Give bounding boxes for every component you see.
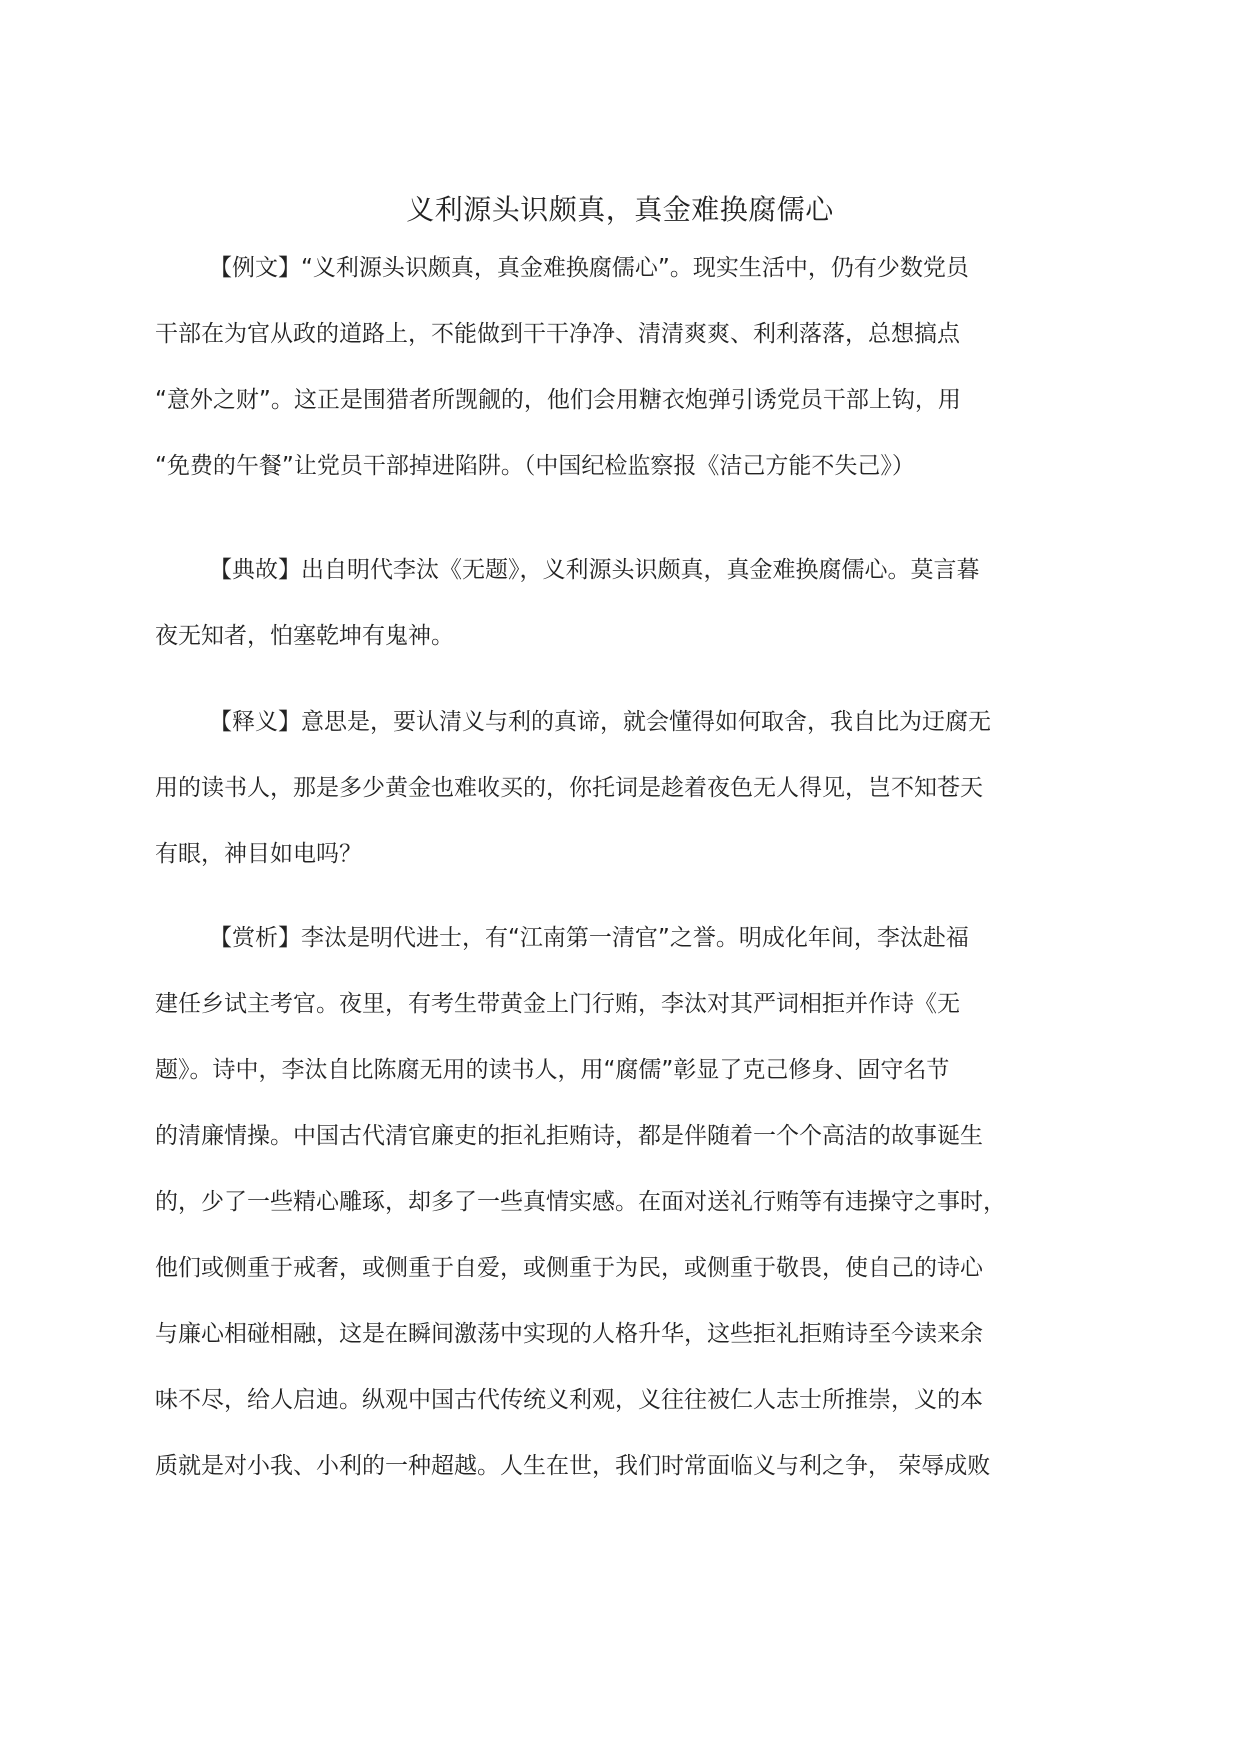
paragraph-line: 【赏析】李汰是明代进士，有“江南第一清官”之誉。明成化年间，李汰赴福 (209, 925, 969, 951)
paragraph-line: 【释义】意思是，要认清义与利的真谛，就会懂得如何取舍，我自比为迂腐无 (209, 709, 991, 735)
section-meaning (155, 700, 1085, 898)
section-allusion (155, 548, 1085, 680)
paragraph-line: “免费的午餐”让党员干部掉进陷阱。（中国纪检监察报《洁己方能不失己》） (155, 453, 915, 479)
section-example (155, 246, 1085, 510)
paragraph-line: 【典故】出自明代李汰《无题》，义利源头识颇真，真金难换腐儒心。莫言暮 (209, 557, 980, 583)
paragraph-line: 他们或侧重于戒奢，或侧重于自爱，或侧重于为民，或侧重于敬畏，使自己的诗心 (155, 1255, 983, 1281)
paragraph-line: 干部在为官从政的道路上，不能做到干干净净、清清爽爽、利利落落，总想搞点 (155, 321, 960, 347)
paragraph-line: 的，少了一些精心雕琢，却多了一些真情实感。在面对送礼行贿等有违操守之事时， (155, 1189, 1006, 1215)
paragraph-line: 建任乡试主考官。夜里，有考生带黄金上门行贿，李汰对其严词相拒并作诗《无 (155, 991, 960, 1017)
page-title: 义利源头识颇真，真金难换腐儒心 (406, 193, 834, 226)
paragraph-line: 【例文】“义利源头识颇真，真金难换腐儒心”。现实生活中，仍有少数党员 (209, 255, 969, 281)
paragraph-line: 有眼，神目如电吗？ (155, 841, 362, 867)
paragraph-line: 题》。诗中，李汰自比陈腐无用的读书人，用“腐儒”彰显了克己修身、固守名节 (155, 1057, 950, 1083)
section-appreciation (155, 916, 1085, 1510)
paragraph-line: 夜无知者，怕塞乾坤有鬼神。 (155, 623, 454, 649)
paragraph-line: “意外之财”。这正是围猎者所觊觎的，他们会用糖衣炮弹引诱党员干部上钩，用 (155, 387, 961, 413)
paragraph-line: 质就是对小我、小利的一种超越。人生在世，我们时常面临义与利之争， 荣辱成败 (155, 1453, 991, 1479)
paragraph-line: 与廉心相碰相融，这是在瞬间激荡中实现的人格升华，这些拒礼拒贿诗至今读来余 (155, 1321, 983, 1347)
paragraph-line: 的清廉情操。中国古代清官廉吏的拒礼拒贿诗，都是伴随着一个个高洁的故事诞生 (155, 1123, 983, 1149)
paragraph-line: 味不尽，给人启迪。纵观中国古代传统义利观，义往往被仁人志士所推崇，义的本 (155, 1387, 983, 1413)
paragraph-line: 用的读书人，那是多少黄金也难收买的，你托词是趁着夜色无人得见，岂不知苍天 (155, 775, 983, 801)
